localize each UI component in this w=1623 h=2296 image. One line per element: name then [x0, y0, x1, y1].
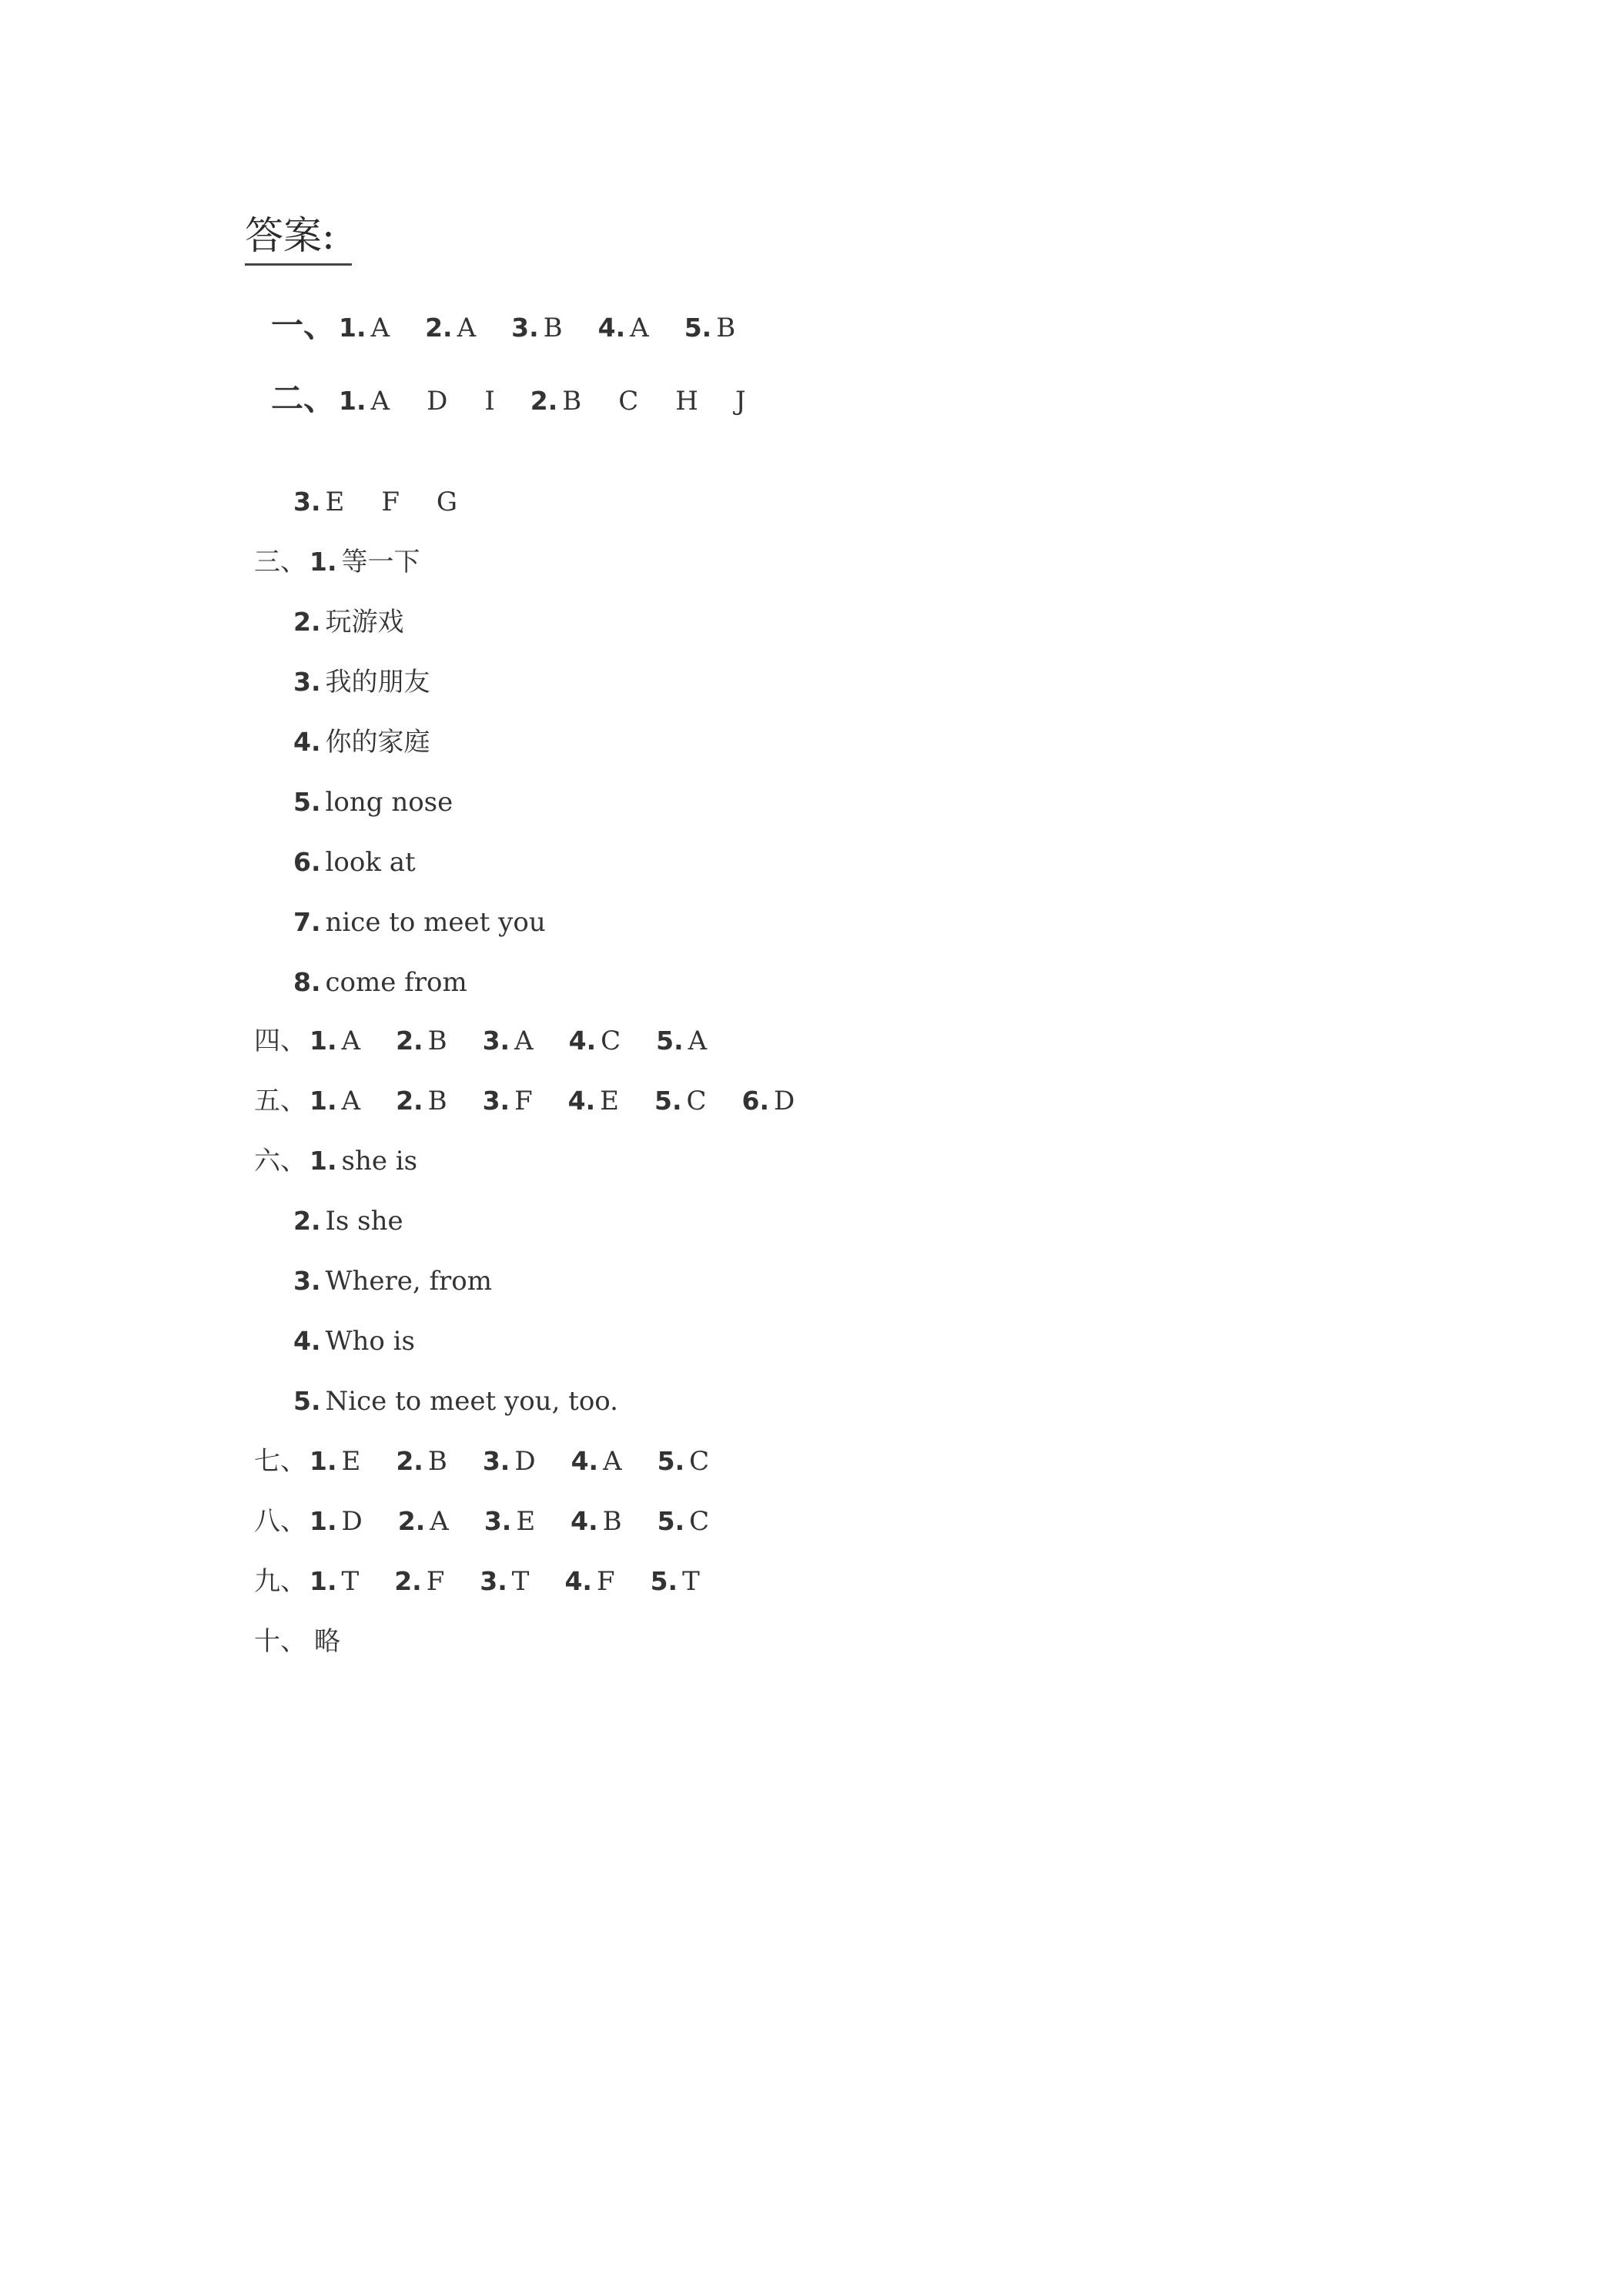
- section-number: 七、: [254, 1446, 306, 1477]
- answer-item: [651, 1562, 700, 1601]
- answer-row: [293, 963, 503, 1002]
- answer-row: [254, 1082, 830, 1120]
- answer-item: [293, 1382, 618, 1421]
- answer-value: A: [688, 1026, 708, 1056]
- answer-value: 等一下: [341, 547, 420, 577]
- answer-item: [310, 543, 420, 581]
- answer-row: [293, 783, 488, 822]
- question-number: 4.: [293, 1326, 321, 1356]
- question-number: 4.: [568, 1026, 597, 1056]
- answer-item: [654, 1082, 707, 1120]
- answer-value: I: [484, 386, 495, 417]
- answer-value: C: [618, 386, 639, 417]
- answer-value: A: [341, 1026, 361, 1056]
- answer-value: T: [511, 1566, 530, 1597]
- answer-value: F: [596, 1566, 615, 1597]
- answer-value: D: [774, 1086, 795, 1116]
- answer-item: [293, 663, 430, 701]
- answer-value: 你的家庭: [325, 727, 430, 758]
- answer-row: [271, 306, 771, 347]
- page-title: 答案:: [245, 208, 352, 266]
- question-number: 2.: [394, 1566, 422, 1596]
- answer-value: 略: [314, 1626, 340, 1657]
- question-number: 2.: [530, 386, 558, 416]
- answer-row: [254, 1502, 745, 1541]
- answer-value: A: [457, 313, 477, 343]
- answer-value: T: [341, 1566, 360, 1597]
- answer-item: [483, 1442, 536, 1481]
- question-number: 5.: [657, 1506, 685, 1536]
- answer-item: [339, 309, 390, 347]
- question-number: 3.: [482, 1086, 510, 1116]
- answer-item: [293, 843, 416, 882]
- question-number: 1.: [310, 1086, 337, 1116]
- answer-value: A: [630, 313, 649, 343]
- answer-value: Is she: [325, 1206, 403, 1237]
- answer-row: [254, 1562, 735, 1601]
- answer-item: [484, 1502, 535, 1541]
- answer-value: A: [514, 1026, 534, 1056]
- question-number: 3.: [484, 1506, 512, 1536]
- answer-value: D: [341, 1506, 363, 1537]
- answer-row: [254, 1022, 742, 1060]
- question-number: 5.: [657, 1446, 685, 1476]
- answer-item: [293, 963, 467, 1002]
- answer-row: [293, 903, 581, 942]
- answer-value: F: [426, 1566, 445, 1597]
- answer-item: [483, 1082, 533, 1120]
- section-number: 一、: [271, 306, 336, 344]
- answer-item: [483, 1022, 534, 1060]
- answer-item: [310, 1142, 417, 1180]
- question-number: 2.: [396, 1446, 423, 1476]
- question-number: 1.: [339, 386, 366, 416]
- answer-item: [293, 1322, 415, 1361]
- answer-item: [293, 603, 404, 641]
- question-number: 1.: [339, 313, 366, 343]
- answer-value: Nice to meet you, too.: [325, 1386, 618, 1417]
- question-number: 5.: [293, 1386, 321, 1416]
- question-number: 2.: [293, 607, 321, 637]
- question-number: 5.: [656, 1026, 684, 1056]
- answer-value: C: [689, 1506, 710, 1537]
- answer-item: [480, 1562, 529, 1601]
- question-number: 3.: [482, 1446, 510, 1476]
- answer-item: [569, 1022, 621, 1060]
- answer-value: D: [427, 386, 448, 417]
- question-number: 2.: [396, 1026, 423, 1056]
- answer-value: A: [341, 1086, 361, 1116]
- answer-value: A: [430, 1506, 449, 1537]
- answer-item: [571, 1442, 622, 1481]
- answer-value: D: [514, 1446, 536, 1477]
- question-number: 1.: [310, 1566, 337, 1596]
- answer-item: [310, 1082, 360, 1120]
- question-number: 2.: [293, 1206, 321, 1236]
- question-number: 4.: [597, 313, 626, 343]
- answer-item: [564, 1562, 614, 1601]
- answer-item: [310, 1562, 359, 1601]
- answer-row: [254, 543, 456, 581]
- answer-value: 我的朋友: [325, 667, 430, 698]
- question-number: 5.: [654, 1086, 682, 1116]
- answer-row: [293, 1262, 527, 1300]
- answer-item: [425, 309, 476, 347]
- question-number: 3.: [293, 1266, 321, 1296]
- question-number: 1.: [310, 1506, 337, 1536]
- question-number: 1.: [310, 1026, 337, 1056]
- answer-row: [293, 723, 466, 761]
- answer-item: [310, 1502, 363, 1541]
- answer-item: [742, 1082, 795, 1120]
- answer-value: Who is: [325, 1326, 415, 1357]
- answer-item: [339, 382, 495, 420]
- question-number: 2.: [397, 1506, 426, 1536]
- question-number: 8.: [293, 967, 321, 997]
- answer-value: B: [543, 313, 563, 343]
- answer-item: [396, 1022, 447, 1060]
- answer-row: [271, 380, 781, 420]
- answer-row: [293, 843, 451, 882]
- question-number: 3.: [482, 1026, 510, 1056]
- answer-value: J: [735, 386, 746, 417]
- answer-value: C: [689, 1446, 710, 1477]
- answer-row: [293, 1322, 450, 1361]
- question-number: 3.: [511, 313, 539, 343]
- section-number: 八、: [254, 1506, 306, 1537]
- answer-value: 玩游戏: [325, 607, 404, 638]
- answer-item: [684, 309, 736, 347]
- answer-row: [293, 483, 493, 521]
- answer-value: C: [601, 1026, 621, 1056]
- question-number: 1.: [310, 1146, 337, 1176]
- question-number: 5.: [650, 1566, 678, 1596]
- answer-item: [656, 1022, 707, 1060]
- question-number: 4.: [293, 727, 321, 757]
- answer-value: she is: [341, 1146, 418, 1176]
- answer-item: [394, 1562, 444, 1601]
- answer-row: [293, 1202, 439, 1240]
- answer-item: [310, 1622, 340, 1661]
- answer-value: E: [341, 1446, 361, 1477]
- question-number: 4.: [571, 1506, 598, 1536]
- answer-value: B: [427, 1026, 447, 1056]
- question-number: 7.: [293, 907, 321, 937]
- answer-item: [398, 1502, 449, 1541]
- answer-item: [598, 309, 649, 347]
- answer-value: C: [686, 1086, 707, 1116]
- answer-value: F: [381, 487, 400, 517]
- answer-item: [293, 483, 457, 521]
- answer-value: B: [602, 1506, 622, 1537]
- answer-item: [310, 1442, 360, 1481]
- answer-row: [293, 663, 466, 701]
- answer-value: F: [514, 1086, 533, 1116]
- question-number: 6.: [293, 847, 321, 877]
- answer-value: H: [675, 386, 698, 417]
- answer-value: B: [716, 313, 736, 343]
- answer-row: [254, 1442, 745, 1481]
- section-number: 二、: [271, 380, 336, 417]
- question-number: 4.: [571, 1446, 599, 1476]
- question-number: 2.: [396, 1086, 423, 1116]
- answer-value: nice to meet you: [325, 907, 546, 938]
- question-number: 2.: [425, 313, 453, 343]
- answer-item: [310, 1022, 360, 1060]
- answer-value: B: [427, 1446, 447, 1477]
- answer-value: look at: [325, 847, 416, 878]
- section-number: 九、: [254, 1566, 306, 1597]
- question-number: 1.: [310, 547, 337, 577]
- answer-item: [293, 1202, 403, 1240]
- question-number: 4.: [564, 1566, 592, 1596]
- answer-item: [293, 1262, 492, 1300]
- question-number: 6.: [741, 1086, 769, 1116]
- section-number: 六、: [254, 1146, 306, 1176]
- answer-item: [658, 1502, 710, 1541]
- answer-row: [254, 1142, 453, 1180]
- question-number: 3.: [293, 487, 321, 517]
- question-number: 1.: [310, 1446, 337, 1476]
- answer-item: [396, 1442, 447, 1481]
- answer-row: [254, 1622, 376, 1661]
- answer-item: [293, 903, 546, 942]
- question-number: 3.: [293, 667, 321, 697]
- answer-value: Where, from: [325, 1266, 493, 1297]
- section-number: 三、: [254, 547, 306, 577]
- answer-item: [658, 1442, 710, 1481]
- answer-value: E: [516, 1506, 536, 1537]
- answer-row: [293, 1382, 654, 1421]
- answer-item: [511, 309, 563, 347]
- answer-value: E: [600, 1086, 619, 1116]
- question-number: 5.: [293, 787, 321, 817]
- answer-value: B: [562, 386, 582, 417]
- answer-value: T: [682, 1566, 700, 1597]
- answer-value: A: [370, 386, 390, 417]
- answer-value: come from: [325, 967, 467, 998]
- answer-value: B: [427, 1086, 447, 1116]
- question-number: 4.: [567, 1086, 596, 1116]
- question-number: 3.: [480, 1566, 507, 1596]
- answer-value: long nose: [325, 787, 453, 818]
- answer-item: [568, 1082, 619, 1120]
- answer-item: [396, 1082, 447, 1120]
- answer-item: [293, 723, 430, 761]
- answer-value: A: [370, 313, 390, 343]
- answer-item: [571, 1502, 622, 1541]
- section-number: 十、: [254, 1626, 306, 1657]
- answer-value: E: [325, 487, 345, 517]
- question-number: 5.: [684, 313, 712, 343]
- answer-value: A: [603, 1446, 622, 1477]
- section-number: 四、: [254, 1026, 306, 1056]
- section-number: 五、: [254, 1086, 306, 1116]
- answer-item: [293, 783, 453, 822]
- answer-value: G: [436, 487, 458, 517]
- answer-item: [530, 382, 746, 420]
- answer-row: [293, 603, 440, 641]
